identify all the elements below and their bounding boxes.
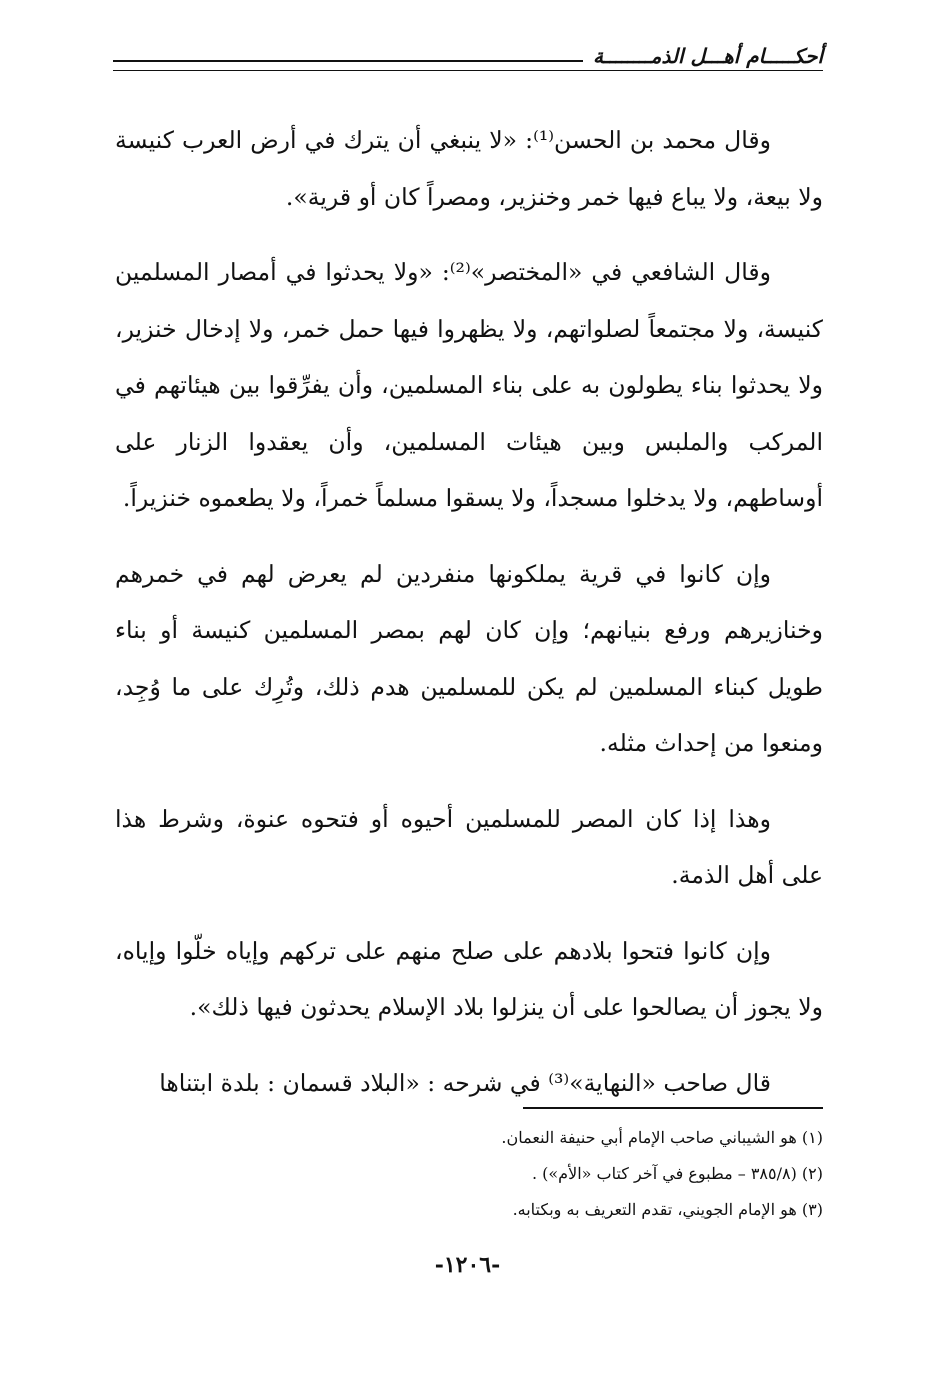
footnotes [115, 1120, 823, 1228]
running-title: أحكـــــام أهـــل الذمــــــــة [583, 44, 823, 68]
paragraph: وهذا إذا كان المصر للمسلمين أحيوه أو فتحوه عنوة، وشرط هذا على أهل الذمة. [115, 804, 823, 889]
paragraph: وقال الشافعي في «المختصر»⁽²⁾: «ولا يحدثوا في أمصار المسلمين كنيسة، ولا مجتمعاً لصلواتهم، ولا يظهروا فيها حمل خمر، ولا إدخال خنزير، ولا يحدثوا بناء يطولون به على بناء المسلمين، وأن يفرِّقوا بين هيئاتهم في المركب والملبس وبين هيئات المسلمين، وأن يعقدوا الزنار على أوساطهم، ولا يدخلوا مسجداً، ولا يسقوا مسلماً خمراً، ولا يطعموه خنزيراً. [115, 258, 823, 512]
footnote-separator [523, 1107, 823, 1109]
running-header [113, 44, 823, 80]
paragraph: قال صاحب «النهاية»⁽³⁾ في شرحه : «البلاد قسمان : بلدة ابتناها [159, 1068, 771, 1097]
footnote: (١) هو الشيباني صاحب الإمام أبي حنيفة النعمان. [501, 1128, 823, 1147]
page-number: -١٢٠٦- [434, 1252, 501, 1278]
paragraph: وقال محمد بن الحسن⁽¹⁾: «لا ينبغي أن يترك في أرض العرب كنيسة ولا بيعة، ولا يباع فيها خمر وخنزير، ومصراً كان أو قرية». [115, 126, 823, 211]
body-text [115, 112, 823, 1130]
paragraph: وإن كانوا في قرية يملكونها منفردين لم يعرض لهم في خمرهم وخنازيرهم ورفع بنيانهم؛ وإن كان لهم بمصر المسلمين كنيسة أو بناء طويل كبناء المسلمين لم يكن للمسلمين هدم ذلك، وتُرِك على ما وُجِد، ومنعوا من إحداث مثله. [115, 559, 823, 757]
footnote: (٢) (٣٨٥/٨ – مطبوع في آخر كتاب «الأم») . [531, 1164, 823, 1183]
header-rule-thin [113, 70, 823, 71]
footnote: (٣) هو الإمام الجويني، تقدم التعريف به وبكتابه. [512, 1200, 823, 1219]
header-rule-thick [113, 60, 608, 62]
paragraph: وإن كانوا فتحوا بلادهم على صلح منهم على تركهم وإياه خلّوا وإياه، ولا يجوز أن يصالحوا على أن ينزلوا بلاد الإسلام يحدثون فيها ذلك». [115, 936, 823, 1021]
